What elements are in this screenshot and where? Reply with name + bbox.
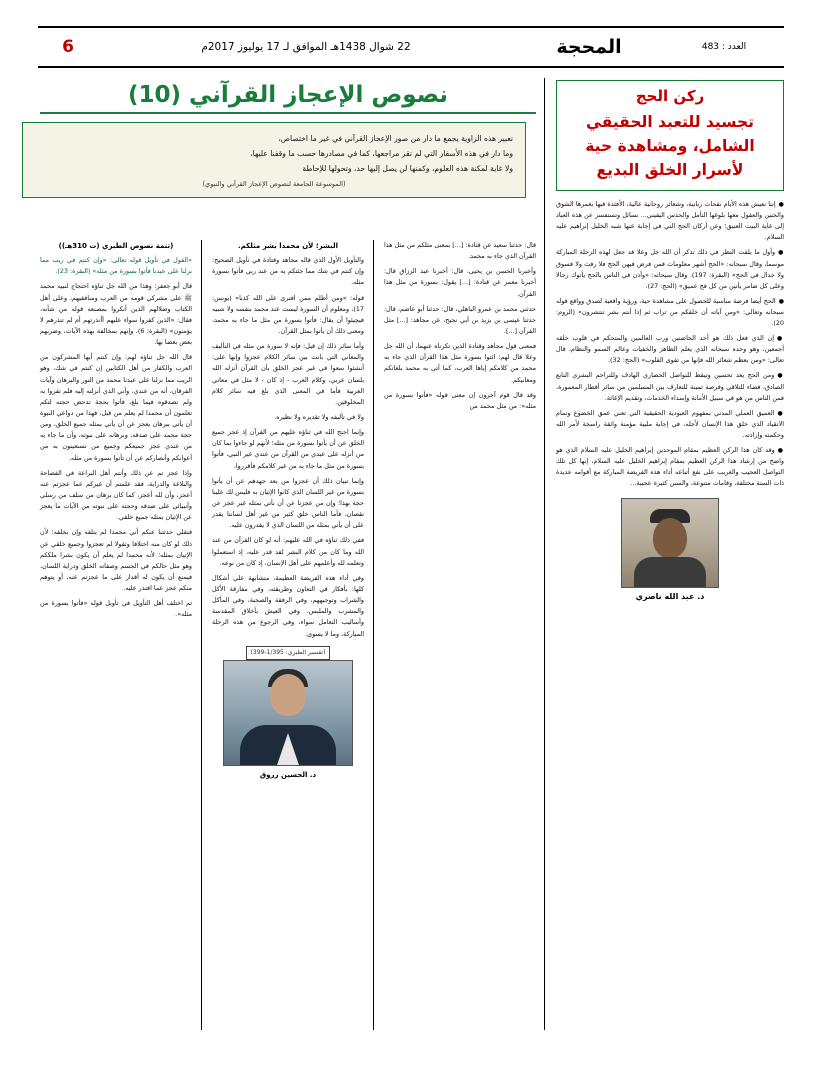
column-rule: [201, 240, 202, 1030]
quran-intro-box: [22, 122, 526, 198]
hajj-paragraph: ● وقد كان هذا الركن العظيم بمقام الموحدين إبراهيم الخليل عليه السلام الذي هو واضح من إرشاد هذا الركن العظيم بمقام إبراهيم الخليل عليه السلام، إنها كل تلك التواصل العجيب والغريب على نفع أتباعه أداء هذه الفريضة المباركة مع أقوامه عديدة ذات السنة مختلفة، وقامات متنوعة، والسنن كثيرة عجيبة...: [556, 445, 784, 489]
hajj-paragraph: ● إن الذي فعل ذلك هو أحد الحاضنين ورب العالمين والمتحكم في قلوب خلقه أجمعين، وهو وحده سبحانه الذي يعلم الظاهر والخفيات وعالم السمو والنظام، قال تعالى: «ومن يعظم شعائر الله فإنها من تقوى القلوب» (الحج: 32).: [556, 333, 784, 366]
quran-paragraph: وقد قال قوم آخرون إن معنى قوله «فأتوا بسورة من مثله»: من مثل محمد من: [384, 390, 536, 410]
newspaper-logo: المحجة: [556, 36, 622, 58]
quran-paragraph: وأخبرنا الحسن بن يحيى، قال: أخبرنا عبد الرزاق قال: أخبرنا معمر عن قتادة: [...] يقول: بسورة من مثل هذا القرآن.: [384, 267, 536, 298]
quran-paragraph: فمعنى قول مجاهد وقتادة الذين تكرناه عنهما، أن الله جل وعلا قال لهم: ائتوا بسورة مثل هذا القرآن الذي جاء به محمد من كلامكم إياها العرب، كما أتى به محمد بلغاتكم ومعانيكم.: [384, 342, 536, 384]
quran-paragraph: قال: حدثنا سعيد عن قتادة: [...] بمعنى مثلكم من مثل هذا القرآن الذي جاء به محمد.: [384, 241, 536, 261]
quran-paragraph: ثم اختلف أهل التأويل في تأويل قوله «فأتوا بسورة من مثله».: [40, 599, 192, 619]
hajj-paragraph: ● العميق العملي المدني بمفهوم العبودية الحقيقية التي تعني عمق الخضوع وتمام الانقياد الذي خلق هذا الإنسان لأجله، في إجابة ملبية مؤمنة واثقة راسخة لأمر الله وحكمته وإرادته.: [556, 408, 784, 441]
column3-subhead: (تتمة نصوص الطبري (ت 310هـ)): [58, 242, 174, 250]
column2-subhead: البشر؛ لأن محمدا بشر مثلكم.: [238, 242, 338, 250]
tafsir-source-text: (تفسير الطبري: 1/395-399): [246, 646, 331, 660]
intro-line: وما دار في هذه الأسفار التي لم تقر مراجعها، كما في مصادرها حسب ما وقفنا عليها،: [250, 148, 513, 158]
hajj-author-card: [556, 498, 784, 601]
body-shape: [634, 557, 706, 587]
intro-line: تعبير هذه الزاوية يجمع ما دار من صور الإعجاز القرآني في غير ما اختصاص،: [278, 134, 513, 143]
quran-paragraph: ففي ذلك ثناؤه في الله عليهم: أنه لو كان القرآن من عند الله وما كان من كلام البشر لقد قدر عليه، إذ استعملوا وتعلمه لله وأعلمهم على أهل الإنسان، إذ كان من نوعه.: [212, 536, 364, 567]
quran-paragraph: ولا في تأليفه ولا تقديره ولا نظيره.: [274, 413, 364, 421]
hajj-author-name: د. عبد الله ناصري: [635, 591, 705, 601]
quran-column-2: [212, 240, 364, 785]
quran-paragraph: وأما سائر ذلك إن قيل: فإنه لا سورة من مثله في التأليف والمعاني التي بانت بين سائر الكلام عجزوا وإنها على: أنشئوا سعوا في غير عجز الخلق بأن القرآن أنزله الله بلسان عربي، وكلام العرب - إذ كان - لا مثل في معاني العربية فأما في المعنى الذي بلغ فيه سائر كلام المخلوقين.: [212, 342, 364, 406]
quran-column-1: [384, 240, 536, 416]
issue-label: العدد : 483: [701, 42, 747, 52]
author-photo: [621, 498, 719, 588]
quran-column-3: [40, 240, 192, 625]
hajj-paragraph: ● الحج أيضا فرصة مناسبة للحصول على مشاهدة حية، ورؤية واقعية لصدق وواقع قوله سبحانه وتعالى: «ومن آياته أن خلقكم من تراب ثم إذا أنتم بشر تنتشرون» (الروم: 20).: [556, 296, 784, 329]
title-rule: [40, 112, 536, 114]
intro-line: ولا غاية لمكنة هذه العلوم، وكمنها لن يصل إليها حد، وتحولها للإحاطة: [302, 163, 513, 173]
tafsir-source-ref: [212, 646, 364, 660]
masthead: [38, 26, 784, 68]
hajj-paragraph: ● ومن الحج يعد تحسين وتيقظ للتواصل الحضاري الهادف وللتراحم البشري النابع الصادق، فضاء للتلاقي وفرصة ثمينة للتعارف بين المسلمين من سائر أقطار المعمورة، فمن الناس من هو في سبيل الأمانة وإسداء الخدمات، وتقديم الإغاثة.: [556, 370, 784, 403]
quran-paragraph: وفي أداء هذه الفريضة العظيمة، متشابهة على أشكال كلها: بأفكار في التعاون وطريقته، وفي مفارقة الأكل والشراب وتوجيههم، وفي الرفقة والصحبة، وفي المأكل والمشرب والملبس، وفي العيش بأخلاق المقدسة وأساليب التعامل سواء، وفي الرجوع من هذه الرحلة المباركة، وما لا يسوى.: [212, 573, 364, 638]
quran-article-header: [40, 82, 536, 114]
hajj-article: [556, 80, 784, 601]
quran-paragraph: قال أبو جعفر: وهذا من الله جل ثناؤه احتجاج لنبيه محمد ﷺ على مشركي قومه من العرب ومنافقيهم، وعلى أهل الكتاب وضلالهم الذين أنكروا بمصنعه قوله من شأنه، فقال: «الذين كفروا سواء عليهم أأنذرتهم أم لم تنذرهم لا يؤمنون» (البقرة: 6)، وإنهم بمخالفة بهذه الآيات، وضربهم بعض بعضا بها.: [40, 282, 192, 347]
quran-paragraph: وإنما تبيان ذلك أن عجزوا من بعد جهدهم عن أن يأتوا بسورة من غير اللسان الذي كانوا الإتيان به فليس لك علينا حجة بهذا؛ وإن من عجزنا عن أن نأتي بمثله غير عجز عن نقصان، فأما الناس خلق كثير من غير أهل لساننا يقدر على أن يأتي بمثله من اللسان الذي لا يقدرون عليه.: [211, 476, 364, 530]
quran-columns: [40, 240, 536, 1030]
article-divider: [544, 78, 545, 1030]
quran-paragraph: قال الله جل ثناؤه لهم: وإن كنتم أيها المشركون من العرب والكفار من أهل الكتابين إن كنتم في شك، وهو الريب مما نزلنا على عبدنا محمد من النور والبرهان وآيات الفرقان، أنه من عندي، وأني الذي أنزلته إليه فلم تقروا به ولم تصدقوه فيما بلغ، فأتوا بحجة تدحض حجته لتكم تعلمون أن محمدا لم يعلم من قبل، فهذا من دواعي النبوة أن يأتي ببرهان يعجز عن أن يأتي بمثله جميع الخلق، ومن حجة محمد على صدقه، وبرهانه على نبوته، وأن ما جاء به من عندي عجز جميعكم وجميع من تستعينون به من أعوانكم وأنصاركم عن أن تأتوا بسورة من مثله.: [40, 353, 192, 462]
quran-paragraph: قوله: «ومن أظلم ممن افترى على الله كذبا» (يونس: 17)، ومعلوم أن السورة ليست عند محمد بنفسه ولا شبيه فيجيئوا أن يقال: فأتوا بسورة من مثل ما جاء به محمد، ومعنى ذلك أن يأتوا بمثل القرآن.: [212, 293, 364, 336]
hajj-headline: تجسيد للتعبد الحقيقي الشامل، ومشاهدة حية لأسرار الخلق البديع: [585, 113, 755, 180]
hajj-body: [556, 199, 784, 489]
hajj-kicker: ركن الحج: [635, 87, 705, 105]
quran-paragraph: والتأويل الأول الذي قاله مجاهد وقتادة في تأويل الصحيح: وإن كنتم في شك مما جئتكم به من عند ربي فأتوا بسورة مثله.: [212, 256, 364, 287]
hajj-title-frame: [556, 80, 784, 191]
hajj-paragraph: ● إننا نعيش هذه الأيام نفحات ربانية، وشعائر روحانية عالية، الأفئدة فيها يغمرها الشوق والحنين والعقول معها بلوغها التأمل والحدس اليقيني... نسائل ونستفسر عن هذه العباد إلى غاية البيت العتيق؛ وعن أركان الحج التي في إجابة عنها شبه الخليل إبراهيم عليه السلام.: [556, 199, 784, 243]
column-rule: [373, 240, 374, 1030]
quran-paragraph: فنقلي حدثتنا عنكم أني محمدا لم يتلقه وإن بخلقه؛ لأن ذلك لو كان منه اختلافا وتقولا لم تعجزوا وجميع خلقي عن الإتيان بمثله؛ لأنه محمدا لم يعلم أن يكون بشرا ملككم وهو مثل حالكم في الجسم وصفاته الخلق ودراية اللسان، فيمنع أن يكون له أقدار على ما عجزتم عنه، أو يتوهم منكم عجز عما اقتدر عليه.: [40, 528, 192, 593]
face-shape: [653, 518, 687, 558]
quran-paragraph: وإذا عجز تم عن ذلك وأنتم أهل البراعة في الفصاحة والبلاغة والدراية، فقد علمتم أن غيركم عما عجزتم عنه أعجز، وأن لله أعجز، كما كان برهان من سلف من رسلي وأنبيائي على صدقه وحجته على نبوته من الآيات ما يعجز عن الإتيان بمثله جميع خلقي.: [40, 468, 192, 522]
quran-paragraph: حدثني محمد بن عمرو الباهلي، قال: حدثنا أبو عاصم، قال: حدثنا عيسى بن يزيد بن أبي نجيح، عن مجاهد: [...] مثل القرآن [...].: [384, 304, 536, 335]
quran-paragraph: وإنما احتج الله في ثناؤه عليهم من القرآن إذ عجز جميع الخلق عن أن يأتوا بسورة من مثله؛ لأنهم لو جاءوا بما كان من أنزله على عبدي من القرآن من عندي غير النبي، فأتوا بسورة من مثل ما جاء به من غير كلامكم فأقرروا.: [212, 428, 364, 470]
page-number: 6: [62, 37, 74, 57]
intro-source: (الموسوعة الجامعة لنصوص الإعجاز القرآني والنبوي): [202, 180, 346, 189]
author-photo-block: [212, 646, 364, 782]
face-shape: [270, 674, 306, 716]
quran-author-name: د. الحسين زروق: [259, 771, 317, 780]
quran-paragraph: «القول في تأويل قوله تعالى: «وإن كنتم في ريب مما نزلنا على عبدنا فأتوا بسورة من مثله» (البقرة: 23).: [40, 256, 192, 276]
page-title: نصوص الإعجاز القرآني (10): [127, 82, 449, 108]
author-photo: [223, 660, 353, 766]
issue-date: 22 شوال 1438هـ الموافق لـ 17 يوليوز 2017م: [201, 41, 411, 53]
hajj-paragraph: ● وأول ما يلفت النظر في ذلك تذكر أن الله جل وعلا قد جعل لهذه الرحلة المباركة موسما، وقال سبحانه: «الحج أشهر معلومات فمن فرض فيهن الحج فلا رفث ولا فسوق ولا جدال في الحج» (البقرة: 197). وقال سبحانه: «وأذن في الناس بالحج يأتوك رجالا وعلى كل ضامر يأتين من كل فج عميق» (الحج: 27).: [556, 247, 784, 291]
